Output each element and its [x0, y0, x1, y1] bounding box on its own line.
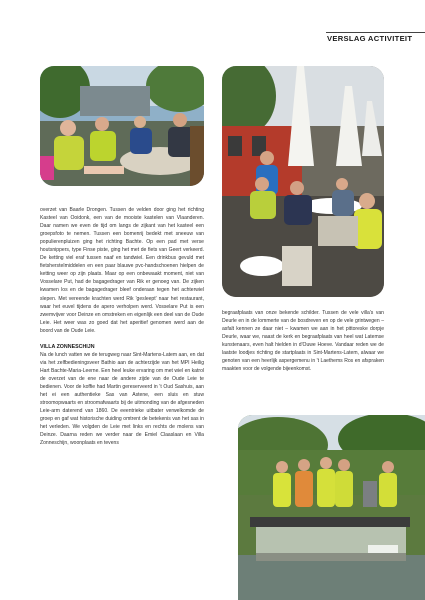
paragraph-spacer [40, 335, 204, 343]
paragraph-body: Na de lunch vatten we de terugweg naar Sint-Martens-Latem aan, en dat via het zelfbedieningsveer Bathio aan de achterzijde van het MPI Heilig Hart Bachte-Maria-Leerne. Een heel leuke ervaring om met wiel en katrol de overzet van de ene naar de andere zijde van de Oude Leie te bedienen. Voor de koffie had Martin gereserveerd in 't Oud Sashuis, aan het ei een authentieke Sas van Astene, een sluis en stuw stroomopwaarts en stroomafwaarts bij de uitmonding van de afgesneden Leie-arm daterend van 1860. De eeentrieke uitbater verwelkomde de groep en gaf wat historische duiding omtrent de betekenis van het sas in het verleden. We volgden de Leie met links en rechts de molens van Deinze. Daarna reden we verder naar de Emiel Claaslaan en Villa Zonneschijn, woonplaats en tevens [40, 351, 204, 447]
section-label: VERSLAG ACTIVITEIT [327, 34, 413, 43]
ferry-group-photo [238, 415, 425, 600]
paragraph-body: begraafplaats van onze bekende schilder. Tussen de vele villa's van Deurle en in de lommerte van de bosdreven en op de vele grintwegen – asfalt kennen ze daar niet – kwamen we aan in het pittoreske dorpje Deurle, waar we, naast de kerk en begraafplaats van heel wat Latemse kunstenaars, even halt hielden in d'Ouwe Hoeve. Vandaar reden we de laatste loodjes richting de startplaats in Sint-Martens-Latem, alwaar we genoten van een heerlijk aspergemenu in 't Laethems Ros en afspraken maakten voor de volgende bijeenkomst. [222, 310, 384, 373]
left-text-column [40, 206, 204, 447]
paragraph-body: overzet van Baarle Drongen. Tussen de velden door ging het richting Kasteel van Ooidonk, een van de mooiste kastelen van Vlaanderen. Daar namen we even de tijd om langs de zijkant van het kasteel een groepsfoto te nemen. Tussen een bomenrij bedekt met sneeuw van populierenpluizen ging het richting Bachte. Op een pad met verse houtsnippers, type Finse piste, ging het met de fiets van Geert verkeerd. De ketting viel eraf tussen naaf en tandwiel. Een drinkbus gevuld met fietshersteImiddelen en een paar blauwe pvc-handschoenen hielpen de ketting weer op zijn plaats. Maar op een onbewaakt moment, niet van Vosselare Put, had de bagagedrager van Rik er genoeg van. De zijken kwamen los en de bagagedrager bleef onderaan tegen het achterwiel slepen. Met vereende krachten werd Rik 'gesleept' naar het restaurant, waar het euvel tijdens de apero verholpen werd. Vosselare Put is een zwemvijver voor Deinze en omstreken en eigenlijk een deel van de Oude Leie. Het weer was zo goed dat het aperitief genomen werd aan de boord van de Oude Leie. [40, 207, 204, 334]
header-rule [326, 32, 425, 33]
section-heading: VILLA ZONNESCHIJN [40, 343, 95, 350]
terrace-group-photo-left [40, 66, 204, 186]
right-text-column [222, 309, 384, 373]
terrace-group-photo-right [222, 66, 384, 297]
